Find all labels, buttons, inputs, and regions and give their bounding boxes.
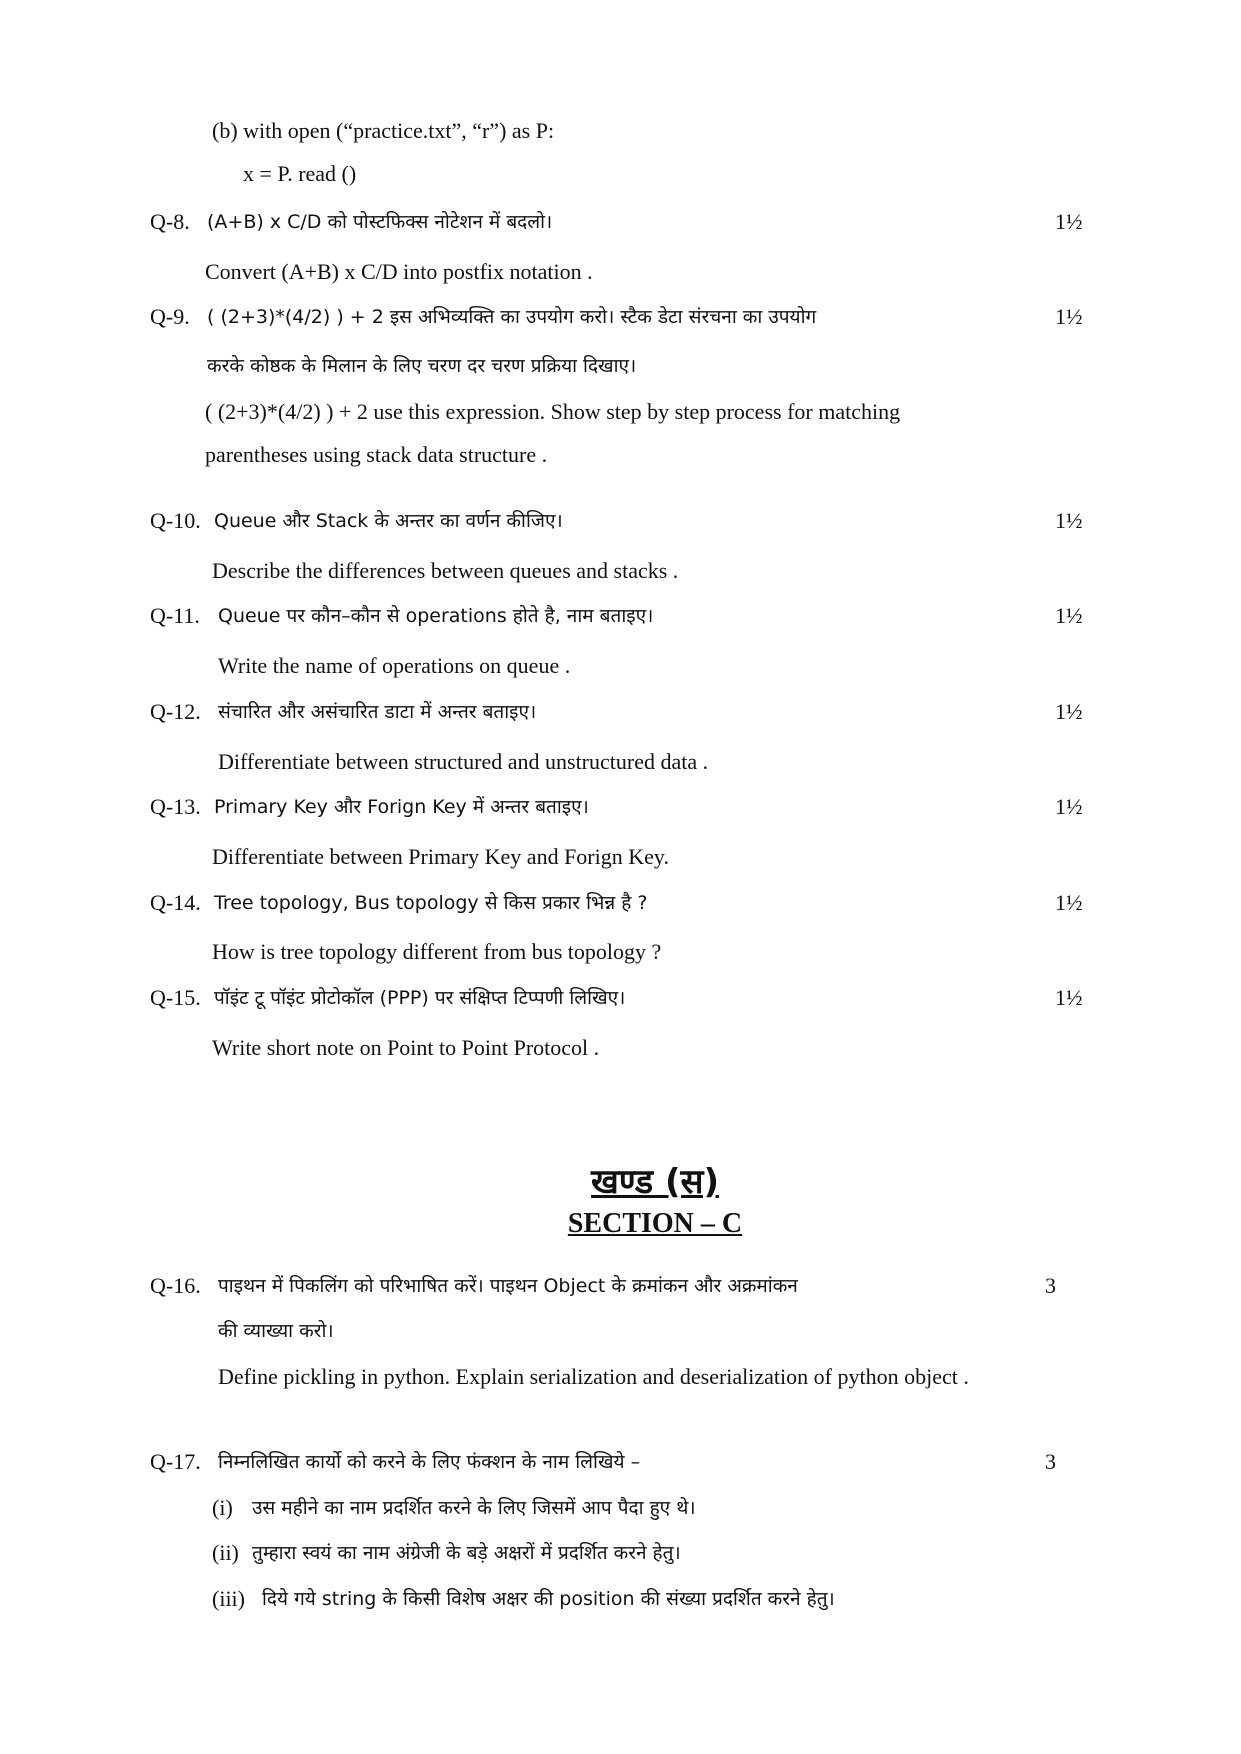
q15-marks: 1½ [1055,985,1083,1010]
q16-english: Define pickling in python. Explain serialization and deserialization of python object . [218,1364,969,1389]
q16-number: Q-16. [150,1273,201,1298]
q12-english: Differentiate between structured and unstructured data . [218,749,709,774]
q17-item-i-text: उस महीने का नाम प्रदर्शित करने के लिए जिसमें आप पैदा हुए थे। [252,1497,696,1519]
q17-marks: 3 [1045,1449,1056,1474]
q17-item-iii-label: (iii) [212,1586,245,1611]
q10-number: Q-10. [150,508,201,533]
q13-hindi: Primary Key और Forign Key में अन्तर बताइए। [214,796,589,818]
q10-marks: 1½ [1055,508,1083,533]
q16-hindi-line2: की व्याख्या करो। [218,1320,334,1342]
q12-hindi: संचारित और असंचारित डाटा में अन्तर बताइए। [218,701,537,723]
q9-english-line2: parentheses using stack data structure . [205,442,548,467]
q14-number: Q-14. [150,890,201,915]
q14-marks: 1½ [1055,890,1083,915]
q7b-line1: (b) with open (“practice.txt”, “r”) as P: [212,118,555,143]
q17-item-i-label: (i) [212,1495,233,1520]
q17-item-iii-text: दिये गये string के किसी विशेष अक्षर की position की संख्या प्रदर्शित करने हेतु। [262,1588,835,1610]
q8-marks: 1½ [1055,209,1083,234]
section-title-hindi: खण्ड (स) [590,1162,720,1202]
q8-hindi: (A+B) x C/D को पोस्टफिक्स नोटेशन में बदलो। [207,211,553,233]
q9-number: Q-9. [150,304,190,329]
q16-marks: 3 [1045,1273,1056,1298]
q17-item-ii-text: तुम्हारा स्वयं का नाम अंग्रेजी के बड़े अक्षरों में प्रदर्शित करने हेतु। [252,1542,681,1564]
q9-hindi-line1: ( (2+3)*(4/2) ) + 2 इस अभिव्यक्ति का उपयोग करो। स्टैक डेटा संरचना का उपयोग [207,306,817,328]
q15-number: Q-15. [150,985,201,1010]
q17-hindi: निम्नलिखित कार्यो को करने के लिए फंक्शन के नाम लिखिये – [218,1451,641,1473]
q11-hindi: Queue पर कौन–कौन से operations होते है, नाम बताइए। [218,605,654,627]
q17-item-ii-label: (ii) [212,1540,239,1565]
q17-number: Q-17. [150,1449,201,1474]
q8-number: Q-8. [150,209,190,234]
section-title-english: SECTION – C [567,1208,743,1239]
q13-number: Q-13. [150,794,201,819]
q8-english: Convert (A+B) x C/D into postfix notation . [205,259,593,284]
q14-hindi: Tree topology, Bus topology से किस प्रकार भिन्न है ? [214,892,648,914]
q10-english: Describe the differences between queues and stacks . [212,558,679,583]
q11-english: Write the name of operations on queue . [218,653,571,678]
q9-hindi-line2: करके कोष्ठक के मिलान के लिए चरण दर चरण प्रक्रिया दिखाए। [207,355,637,377]
q14-english: How is tree topology different from bus topology ? [212,939,662,964]
q10-hindi: Queue और Stack के अन्तर का वर्णन कीजिए। [214,510,563,532]
q11-number: Q-11. [150,603,200,628]
q9-english-line1: ( (2+3)*(4/2) ) + 2 use this expression. Show step by step process for matching [205,399,901,424]
q13-english: Differentiate between Primary Key and Forign Key. [212,844,669,869]
q16-hindi-line1: पाइथन में पिकलिंग को परिभाषित करें। पाइथन Object के क्रमांकन और अक्रमांकन [218,1275,798,1297]
q15-hindi: पॉइंट टू पॉइंट प्रोटोकॉल (PPP) पर संक्षिप्त टिप्पणी लिखिए। [214,987,626,1009]
q9-marks: 1½ [1055,304,1083,329]
q11-marks: 1½ [1055,603,1083,628]
q7b-line2: x = P. read () [243,161,357,186]
q12-number: Q-12. [150,699,201,724]
q15-english: Write short note on Point to Point Protocol . [212,1035,600,1060]
q12-marks: 1½ [1055,699,1083,724]
q13-marks: 1½ [1055,794,1083,819]
